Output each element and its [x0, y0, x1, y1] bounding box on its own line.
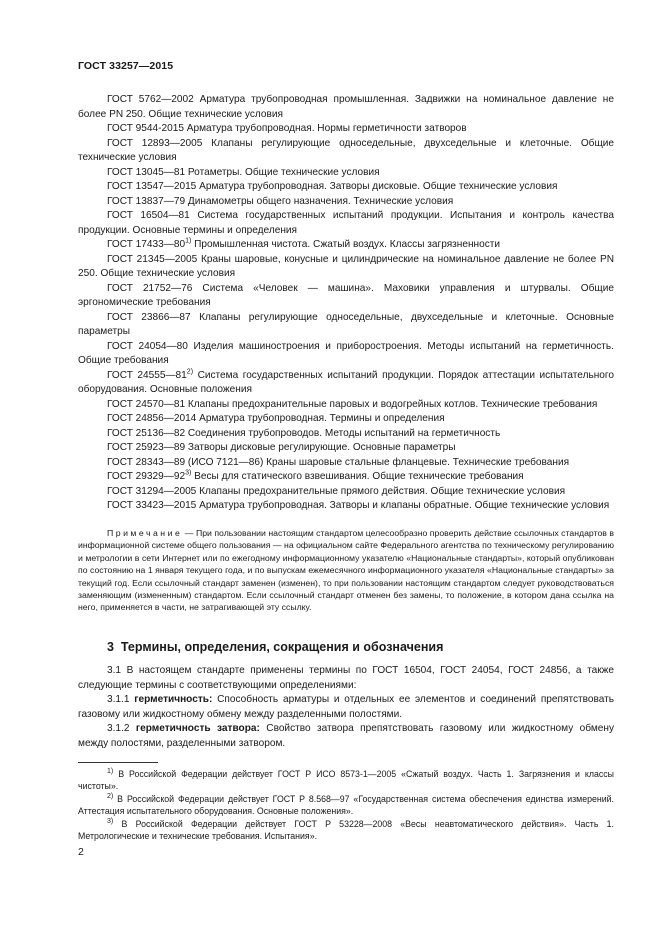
section-title-text: Термины, определения, сокращения и обозначения	[120, 640, 444, 654]
footnote-mark: 3)	[107, 817, 114, 825]
reference-title: Краны шаровые, конусные и цилиндрические на номинальное давление не более PN 250. Общие технические условия	[78, 253, 614, 279]
reference-item	[78, 166, 614, 181]
reference-code: ГОСТ 13045—81	[107, 166, 186, 178]
reference-item	[78, 369, 614, 398]
reference-code: ГОСТ 29329—92	[107, 471, 186, 482]
reference-item	[78, 340, 614, 369]
reference-title: Система государственных испытаний продукции. Порядок аттестации испытательного оборудования. Основные положения	[78, 369, 614, 395]
reference-code: ГОСТ 24856—2014	[107, 413, 197, 424]
reference-title: Затворы дисковые регулирующие. Основные параметры	[187, 442, 456, 453]
reference-code: ГОСТ 24570—81	[107, 398, 186, 410]
reference-item	[78, 470, 614, 485]
reference-code: ГОСТ 24555—81	[107, 369, 187, 381]
footnote-text: В Российской Федерации действует ГОСТ Р 8.568—97 «Государственная система обеспечения единства измерений. Аттестация испытательного оборудования. Основные положения».	[78, 793, 614, 817]
reference-code: ГОСТ 31294—2005	[107, 485, 197, 497]
note-label: Примечание	[107, 528, 183, 538]
reference-title: Клапаны регулирующие односедельные, двухседельные и клеточные. Основные параметры	[78, 311, 614, 337]
reference-item	[78, 282, 614, 311]
reference-title: (ИСО 7121—86) Краны шаровые стальные фланцевые. Технические требования	[187, 456, 570, 468]
reference-title: Клапаны предохранительные прямого действия. Общие технические условия	[199, 485, 566, 497]
reference-code: ГОСТ 33423—2015	[107, 500, 197, 511]
reference-code: ГОСТ 5762—2002	[107, 94, 194, 105]
section-body	[78, 664, 614, 752]
reference-item	[78, 441, 614, 456]
reference-item	[78, 456, 614, 471]
reference-item	[78, 238, 614, 253]
reference-title: Арматура трубопроводная. Термины и определения	[199, 413, 445, 424]
reference-title: Весы для статического взвешивания. Общие технические требования	[194, 471, 524, 482]
reference-item	[78, 499, 614, 514]
reference-code: ГОСТ 12893—2005	[107, 137, 203, 149]
footnote-item	[78, 768, 614, 793]
reference-title: Промышленная чистота. Сжатый воздух. Классы загрязненности	[194, 239, 501, 250]
reference-title: Арматура трубопроводная. Затворы и клапаны обратные. Общие технические условия	[199, 500, 610, 511]
reference-item	[78, 427, 614, 442]
footnote-marker: 1)	[185, 237, 192, 245]
reference-title: Система государственных испытаний продукции. Испытания и контроль качества продукции. Основные термины и определения	[78, 210, 614, 236]
reference-title: Арматура трубопроводная. Нормы герметичности затворов	[186, 123, 467, 134]
reference-item	[78, 122, 614, 137]
reference-code: ГОСТ 21345—2005	[107, 253, 198, 265]
footnotes	[78, 768, 614, 842]
footnote-item	[78, 818, 614, 843]
reference-title: Соединения трубопроводов. Методы испытаний на герметичность	[187, 427, 501, 439]
reference-title: Клапаны регулирующие односедельные, двухседельные и клеточные. Общие технические условия	[78, 137, 615, 163]
section-number: 3	[107, 640, 114, 654]
reference-code: ГОСТ 17433—80	[107, 239, 186, 250]
footnote-marker: 2)	[186, 368, 194, 376]
clause-number: 3.1.2	[107, 723, 130, 735]
document-header: ГОСТ 33257—2015	[78, 60, 174, 72]
note-block	[78, 527, 614, 614]
reference-item	[78, 209, 614, 238]
reference-code: ГОСТ 16504—81	[107, 210, 190, 221]
reference-item	[78, 253, 614, 282]
note-text: — При пользовании настоящим стандартом целесообразно проверить действие ссылочных стандартов в информационной системе общего пользования — на официальном сайте Федерального агентства по техническому регулированию и метрологии в сети Интернет или по ежегодному информационному указателю «Национальные стандарты», который опубликован по состоянию на 1 января текущего года, и по выпускам ежемесячного информационного указателя «Национальные стандарты» за текущий год. Если ссылочный стандарт заменен (изменен), то при пользовании настоящим стандартом следует руководствоваться заменяющим (измененным) стандартом. Если ссылочный стандарт отменен без замены, то положение, в котором дана ссылка на него, применяется в части, не затрагивающей эту ссылку.	[78, 528, 614, 613]
footnote-item	[78, 793, 614, 818]
reference-title: Динамометры общего назначения. Технические условия	[187, 195, 454, 207]
reference-item	[78, 412, 614, 427]
reference-item	[78, 195, 614, 210]
paragraph-3-1-1	[78, 693, 614, 722]
definition: Свойство затвора препятствовать газовому или жидкостному обмену между полостями, разделенными затвором.	[78, 723, 615, 749]
footnote-mark: 1)	[107, 768, 114, 776]
reference-title: Арматура трубопроводная промышленная. Задвижки на номинальное давление не более PN 250. Общие технические условия	[78, 94, 614, 120]
reference-code: ГОСТ 28343—89	[107, 456, 186, 468]
reference-item	[78, 93, 614, 122]
term: герметичность затвора:	[135, 723, 260, 735]
reference-title: Система «Человек — машина». Маховики управления и штурвалы. Общие эргономические требования	[78, 282, 614, 308]
reference-item	[78, 137, 614, 166]
reference-title: Арматура трубопроводная. Затворы дисковые. Общие технические условия	[199, 181, 558, 192]
paragraph-3-1-2	[78, 722, 614, 751]
page-number: 2	[78, 846, 84, 858]
footnote-text: В Российской Федерации действует ГОСТ Р ИСО 8573-1—2005 «Сжатый воздух. Часть 1. Загрязнения и классы чистоты».	[78, 769, 614, 792]
term: герметичность:	[134, 694, 213, 706]
reference-title: Изделия машиностроения и приборостроения. Методы испытаний на герметичность. Общие требования	[78, 340, 614, 366]
reference-code: ГОСТ 13547—2015	[107, 181, 197, 192]
reference-title: Ротаметры. Общие технические условия	[187, 166, 380, 178]
reference-item	[78, 311, 614, 340]
reference-code: ГОСТ 9544-2015	[107, 123, 184, 134]
footnote-divider	[78, 762, 158, 763]
paragraph-3-1: 3.1 В настоящем стандарте применены термины по ГОСТ 16504, ГОСТ 24054, ГОСТ 24856, а также следующие термины с соответствующими определениями:	[78, 665, 614, 691]
footnote-mark: 2)	[107, 792, 114, 800]
clause-number: 3.1.1	[107, 694, 130, 706]
reference-code: ГОСТ 25923—89	[107, 442, 186, 453]
normative-references-list	[78, 93, 614, 514]
reference-code: ГОСТ 25136—82	[107, 427, 186, 439]
section-title	[107, 640, 443, 654]
footnote-marker: 3)	[185, 469, 192, 477]
reference-item	[78, 485, 614, 500]
reference-code: ГОСТ 13837—79	[107, 195, 186, 207]
reference-code: ГОСТ 24054—80	[107, 340, 188, 352]
reference-code: ГОСТ 21752—76	[107, 282, 193, 294]
reference-item	[78, 398, 614, 413]
definition: Способность арматуры и отдельных ее элементов и соединений препятствовать газовому или жидкостному обмену между разделенными полостями.	[78, 694, 615, 720]
footnote-text: В Российской Федерации действует ГОСТ Р 53228—2008 «Весы неавтоматического действия». Часть 1. Метрологические и технические требования. Испытания».	[78, 818, 614, 842]
reference-code: ГОСТ 23866—87	[107, 311, 191, 323]
reference-title: Клапаны предохранительные паровых и водогрейных котлов. Технические требования	[187, 398, 598, 410]
reference-item	[78, 180, 614, 195]
